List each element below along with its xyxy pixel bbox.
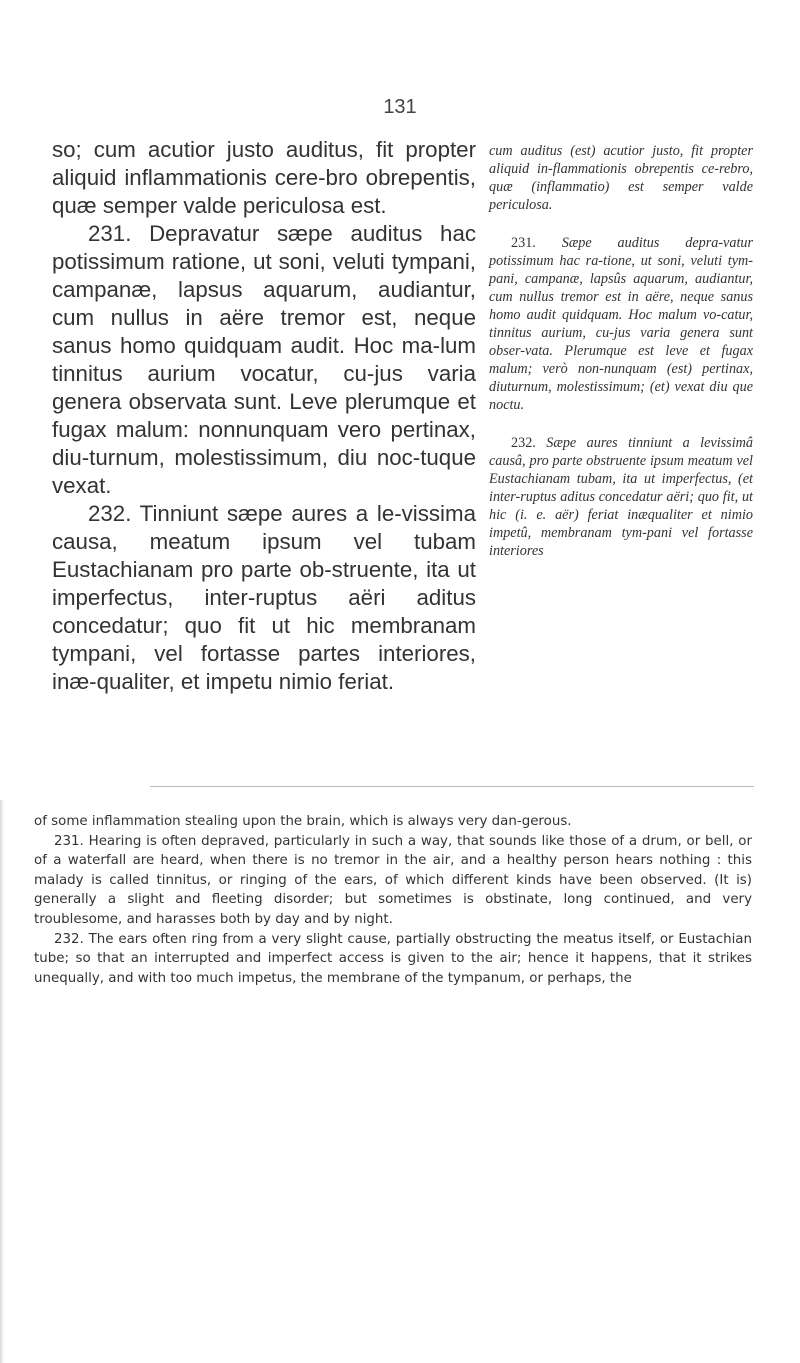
english-intro-paragraph: of some inflammation stealing upon the brain, which is always very dan-gerous.: [34, 814, 572, 829]
gloss-section-232-text: Sæpe aures tinniunt a levissimâ causâ, pro parte obstruente ipsum meatum vel Eustachianam tubam, ita ut imperfectus, (et inter-ruptus aditus concedatur aëri; quo fit, ut hic (i. e. aër) feriat inæqualiter et nimio impetû, membranam tym-pani vel fortasse interiores: [489, 435, 753, 559]
english-translation: [34, 812, 752, 988]
page-edge-shadow: [0, 800, 4, 1363]
latin-main-column: [52, 136, 476, 696]
gloss-section-231-number: 231.: [511, 235, 536, 251]
footnote-divider: [150, 786, 754, 787]
gloss-section-232-number: 232.: [511, 435, 536, 451]
latin-gloss-column: [489, 142, 753, 560]
english-section-231: 231. Hearing is often depraved, particularly in such a way, that sounds like those of a drum, or bell, or of a waterfall are heard, when there is no tremor in the air, and a healthy person hears nothing : this malady is called tinnitus, or ringing of the ears, of which different kinds have been observed. (It is) generally a slight and fleeting disorder; but sometimes is obstinate, long continued, and very troublesome, and harasses both by day and by night.: [34, 833, 752, 927]
gloss-section-232: [489, 434, 753, 560]
english-section-232: 232. The ears often ring from a very slight cause, partially obstructing the meatus itself, or Eustachian tube; so that an interrupted and imperfect access is given to the air; hence it happens, that it strikes unequally, and with too much impetus, the membrane of the tympanum, or perhaps, the: [34, 931, 752, 986]
gloss-section-231: [489, 234, 753, 414]
page-number: 131: [383, 96, 417, 118]
gloss-intro-paragraph: cum auditus (est) acutior justo, fit propter aliquid in-flammationis obrepentis ce-rebro, quæ (inflammatio) est semper valde periculosa.: [489, 143, 753, 213]
gloss-section-231-text: Sæpe auditus depra-vatur potissimum hac ra-tione, ut soni, veluti tym-pani, campanæ, lapsûs aquarum, audiantur, cum nullus tremor est in aëre, neque sanus homo audit quidquam. Hoc malum vo-catur, tinnitus aurium, cu-jus varia genera sunt obser-vata. Plerumque est leve et fugax malum; verò non-nunquam (est) pertinax, diuturnum, molestissimum; (et) vexat diu que noctu.: [489, 235, 753, 413]
latin-section-231: 231. Depravatur sæpe auditus hac potissimum ratione, ut soni, veluti tympani, campanæ, lapsus aquarum, audiantur, cum nullus in aëre tremor est, neque sanus homo quidquam audit. Hoc ma-lum tinnitus aurium vocatur, cu-jus varia genera observata sunt. Leve plerumque et fugax malum: nonnunquam vero pertinax, diu-turnum, molestissimum, diu noc-tuque vexat.: [52, 221, 476, 498]
latin-section-232: 232. Tinniunt sæpe aures a le-vissima causa, meatum ipsum vel tubam Eustachianam pro parte ob-struente, ita ut imperfectus, inter-ruptus aëri aditus concedatur; quo fit ut hic membranam tympani, vel fortasse partes interiores, inæ-qualiter, et impetu nimio feriat.: [52, 501, 476, 694]
latin-intro-paragraph: so; cum acutior justo auditus, fit propter aliquid inflammationis cere-bro obrepentis, quæ semper valde periculosa est.: [52, 137, 476, 218]
